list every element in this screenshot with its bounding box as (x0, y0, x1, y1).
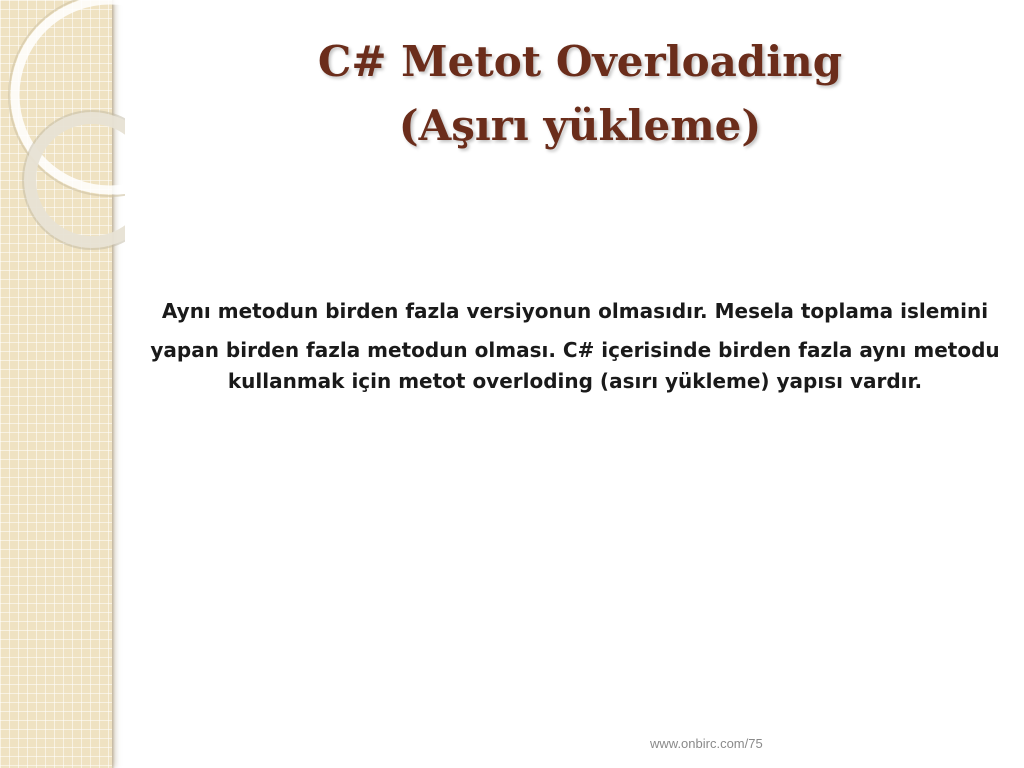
slide-title-line-2: (Aşırı yükleme) (398, 101, 762, 150)
footer-url: www.onbirc.com/75 (650, 736, 763, 751)
body-paragraph-1: Aynı metodun birden fazla versiyonun olmasıdır. Mesela toplama islemini (161, 299, 989, 323)
slide-title (140, 30, 1020, 158)
body-paragraph-2: yapan birden fazla metodun olması. C# içerisinde birden fazla aynı metodu kullanmak için metot overloding (asırı yükleme) yapısı vardır. (150, 338, 1000, 393)
slide-body (150, 296, 1000, 397)
slide-title-line-1: C# Metot Overloading (317, 37, 843, 86)
decorative-rings (0, 0, 125, 260)
